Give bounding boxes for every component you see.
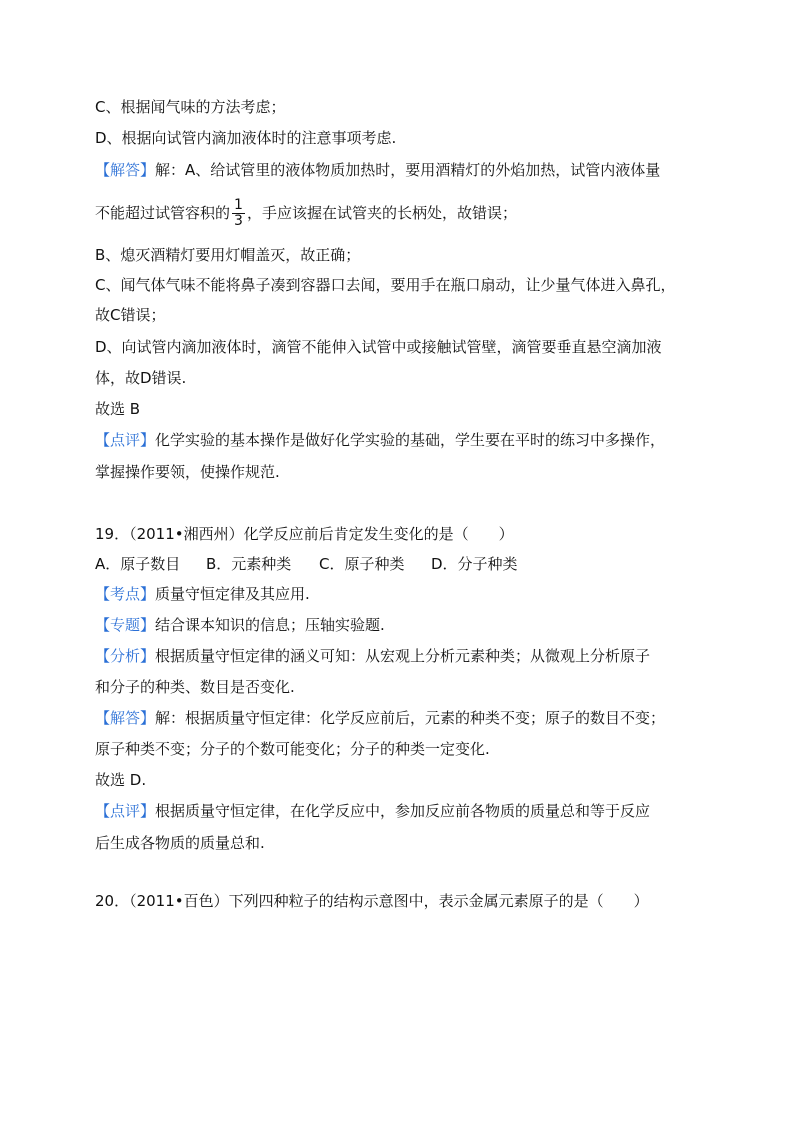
fraction-numerator: 1	[234, 197, 243, 213]
q18-answer-d-1: D、向试管内滴加液体时，滴管不能伸入试管中或接触试管壁，滴管要垂直悬空滴加液	[95, 338, 662, 356]
zhuanti-tag: 【专题】	[95, 616, 156, 634]
fenxi-text: 根据质量守恒定律的涵义可知：从宏观上分析元素种类；从微观上分析原子	[155, 647, 651, 665]
q19-choose: 故选 D.	[95, 771, 147, 789]
kaodian-text: 质量守恒定律及其应用.	[155, 585, 310, 603]
option-a: A．原子数目	[95, 555, 181, 573]
fraction-one-third	[232, 198, 245, 229]
q18-analysis-d: D、根据向试管内滴加液体时的注意事项考虑.	[95, 129, 397, 147]
q19-comment-2: 后生成各物质的质量总和.	[95, 834, 265, 852]
q18-analysis-c: C、根据闻气味的方法考虑；	[95, 98, 286, 116]
answer-text: 不能超过试管容积的	[95, 204, 231, 222]
comment-text: 根据质量守恒定律，在化学反应中，参加反应前各物质的质量总和等于反应	[155, 802, 651, 820]
q18-answer-b: B、熄灭酒精灯要用灯帽盖灭，故正确；	[95, 246, 361, 264]
option-d: D．分子种类	[431, 555, 518, 573]
q18-answer-c-1: C、闻气体气味不能将鼻子凑到容器口去闻，要用手在瓶口扇动，让少量气体进入鼻孔，	[95, 276, 676, 294]
fenxi-tag: 【分析】	[95, 647, 156, 665]
comment-tag: 【点评】	[95, 431, 156, 449]
option-c: C．原子种类	[319, 555, 405, 573]
answer-tag: 【解答】	[95, 709, 156, 727]
q19-fenxi-2: 和分子的种类、数目是否变化.	[95, 678, 295, 696]
q19-answer-2: 原子种类不变；分子的个数可能变化；分子的种类一定变化.	[95, 740, 490, 758]
q18-comment-1	[95, 430, 665, 450]
q20-stem: 20．（2011•百色）下列四种粒子的结构示意图中，表示金属元素原子的是（ ）	[95, 892, 649, 910]
q19-zhuanti	[95, 615, 385, 635]
answer-tag: 【解答】	[95, 161, 156, 179]
answer-text: 解：A、给试管里的液体物质加热时，要用酒精灯的外焰加热，试管内液体量	[155, 161, 661, 179]
q19-comment-1	[95, 801, 650, 821]
kaodian-tag: 【考点】	[95, 585, 156, 603]
q18-answer-line-2	[95, 196, 517, 230]
q19-options	[95, 554, 518, 574]
q18-answer-c-2: 故C错误；	[95, 306, 166, 324]
comment-text: 化学实验的基本操作是做好化学实验的基础，学生要在平时的练习中多操作，	[155, 431, 666, 449]
q18-answer-line-1	[95, 160, 660, 180]
fraction-denominator: 3	[234, 213, 243, 229]
answer-text: 解：根据质量守恒定律：化学反应前后，元素的种类不变；原子的数目不变；	[155, 709, 666, 727]
answer-text: ，手应该握在试管夹的长柄处，故错误；	[246, 204, 517, 222]
q19-stem: 19．（2011•湘西州）化学反应前后肯定发生变化的是（ ）	[95, 525, 514, 543]
q18-answer-d-2: 体，故D错误.	[95, 369, 187, 387]
q19-kaodian	[95, 584, 310, 604]
q19-fenxi-1	[95, 646, 650, 666]
q19-answer-1	[95, 708, 665, 728]
comment-tag: 【点评】	[95, 802, 156, 820]
q18-choose: 故选 B	[95, 400, 141, 418]
option-b: B．元素种类	[206, 555, 292, 573]
q18-comment-2: 掌握操作要领，使操作规范.	[95, 463, 280, 481]
zhuanti-text: 结合课本知识的信息；压轴实验题.	[155, 616, 385, 634]
